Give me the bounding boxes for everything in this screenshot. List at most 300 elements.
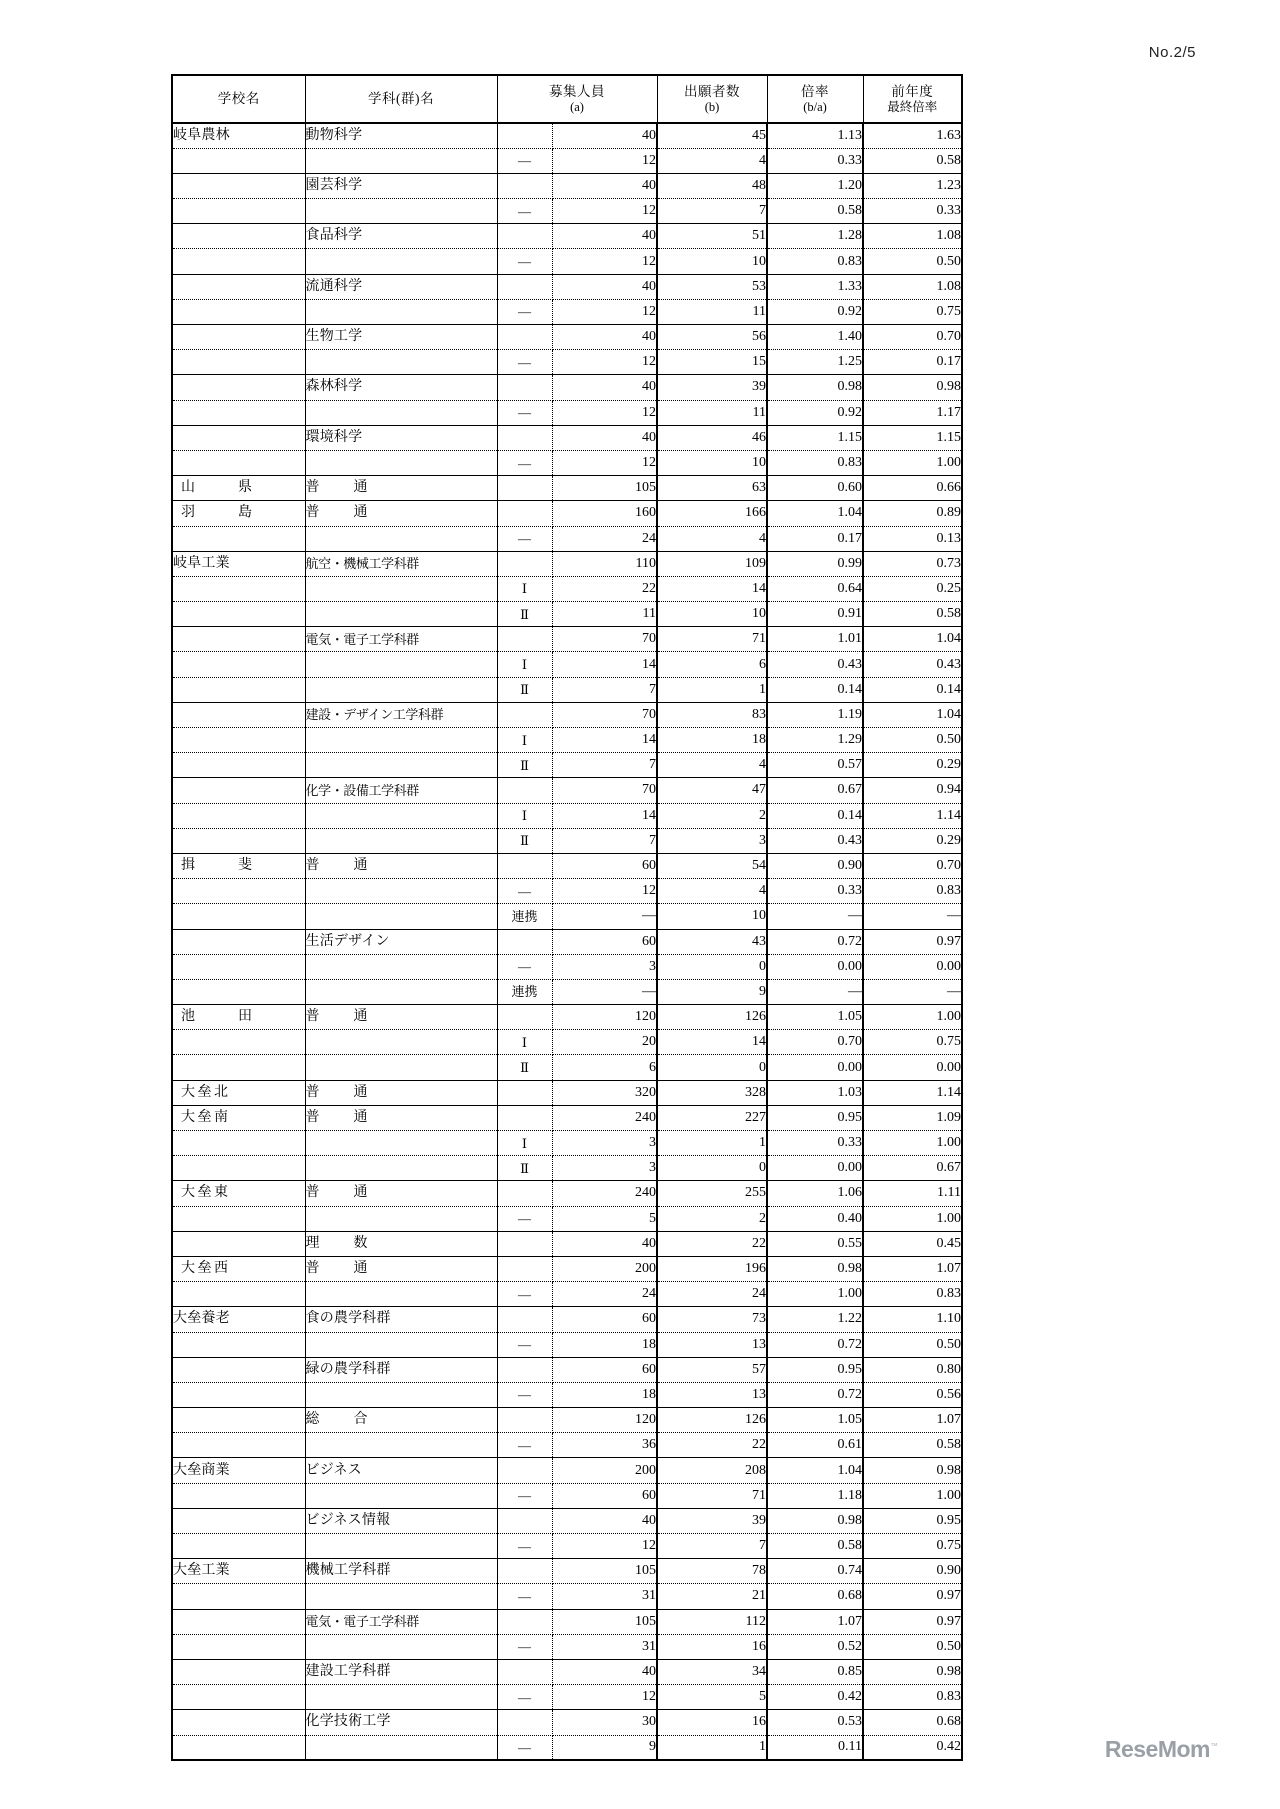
cell-selection-kind: ― <box>497 1584 552 1609</box>
cell-ratio: 1.01 <box>767 627 863 652</box>
cell-department <box>305 1534 497 1559</box>
cell-selection-kind: Ⅱ <box>497 1055 552 1080</box>
cell-school: 羽 島 <box>172 501 305 526</box>
cell-selection-kind <box>497 274 552 299</box>
cell-ratio: 0.72 <box>767 929 863 954</box>
cell-applicants: 34 <box>657 1659 767 1684</box>
cell-capacity: 40 <box>552 325 657 350</box>
cell-prev-ratio: 1.09 <box>863 1105 962 1130</box>
table-row <box>172 400 962 425</box>
cell-department <box>305 526 497 551</box>
cell-school <box>172 1030 305 1055</box>
cell-school <box>172 325 305 350</box>
admission-table-container <box>171 74 961 1761</box>
cell-ratio: 1.25 <box>767 350 863 375</box>
cell-school <box>172 1433 305 1458</box>
cell-prev-ratio: 0.14 <box>863 677 962 702</box>
cell-applicants: 39 <box>657 1508 767 1533</box>
cell-school <box>172 350 305 375</box>
cell-capacity: 18 <box>552 1332 657 1357</box>
cell-capacity: 31 <box>552 1584 657 1609</box>
cell-capacity: 40 <box>552 173 657 198</box>
cell-applicants: 328 <box>657 1080 767 1105</box>
cell-ratio: 0.74 <box>767 1559 863 1584</box>
cell-prev-ratio: 0.83 <box>863 1685 962 1710</box>
cell-ratio: 0.14 <box>767 803 863 828</box>
column-header-ratio-sub: (b/a) <box>803 99 827 114</box>
cell-selection-kind <box>497 929 552 954</box>
cell-department: 機械工学科群 <box>305 1559 497 1584</box>
cell-applicants: 51 <box>657 224 767 249</box>
cell-department <box>305 904 497 929</box>
cell-department: 建設工学科群 <box>305 1659 497 1684</box>
cell-selection-kind <box>497 1508 552 1533</box>
cell-capacity: 5 <box>552 1206 657 1231</box>
column-header-applicants-sub: (b) <box>704 99 720 114</box>
cell-selection-kind: Ⅰ <box>497 1131 552 1156</box>
cell-department <box>305 1030 497 1055</box>
cell-applicants: 255 <box>657 1181 767 1206</box>
cell-department <box>305 1735 497 1760</box>
cell-selection-kind <box>497 375 552 400</box>
cell-ratio: 0.83 <box>767 249 863 274</box>
cell-ratio: 0.17 <box>767 526 863 551</box>
cell-school <box>172 1634 305 1659</box>
cell-ratio: 1.03 <box>767 1080 863 1105</box>
cell-capacity: 12 <box>552 879 657 904</box>
table-row <box>172 1332 962 1357</box>
cell-applicants: 78 <box>657 1559 767 1584</box>
cell-applicants: 71 <box>657 1483 767 1508</box>
cell-ratio: 0.95 <box>767 1357 863 1382</box>
cell-prev-ratio: 0.43 <box>863 652 962 677</box>
cell-capacity: 70 <box>552 627 657 652</box>
table-row <box>172 1710 962 1735</box>
cell-capacity: 24 <box>552 1282 657 1307</box>
cell-department <box>305 753 497 778</box>
cell-ratio: 0.98 <box>767 1508 863 1533</box>
cell-selection-kind: ― <box>497 1382 552 1407</box>
table-row <box>172 702 962 727</box>
cell-ratio: 1.06 <box>767 1181 863 1206</box>
table-row <box>172 148 962 173</box>
cell-ratio: 1.28 <box>767 224 863 249</box>
cell-prev-ratio: 1.00 <box>863 1131 962 1156</box>
cell-capacity: ― <box>552 904 657 929</box>
cell-applicants: 16 <box>657 1710 767 1735</box>
table-row <box>172 929 962 954</box>
cell-capacity: 14 <box>552 728 657 753</box>
cell-school <box>172 299 305 324</box>
table-row <box>172 1659 962 1684</box>
cell-department <box>305 199 497 224</box>
cell-department <box>305 1131 497 1156</box>
cell-capacity: 14 <box>552 652 657 677</box>
cell-prev-ratio: 1.08 <box>863 274 962 299</box>
cell-department: 環境科学 <box>305 425 497 450</box>
cell-department: 電気・電子工学科群 <box>305 1609 497 1634</box>
cell-prev-ratio: 1.17 <box>863 400 962 425</box>
cell-applicants: 16 <box>657 1634 767 1659</box>
cell-department: 化学技術工学 <box>305 1710 497 1735</box>
cell-selection-kind: Ⅱ <box>497 677 552 702</box>
cell-capacity: 3 <box>552 1131 657 1156</box>
cell-school <box>172 1685 305 1710</box>
table-row <box>172 173 962 198</box>
table-row <box>172 350 962 375</box>
cell-ratio: 0.00 <box>767 954 863 979</box>
cell-department <box>305 602 497 627</box>
cell-applicants: 0 <box>657 954 767 979</box>
cell-prev-ratio: 0.50 <box>863 728 962 753</box>
cell-ratio: 1.04 <box>767 1458 863 1483</box>
cell-selection-kind: ― <box>497 199 552 224</box>
cell-selection-kind: ― <box>497 148 552 173</box>
cell-capacity: 18 <box>552 1382 657 1407</box>
cell-department <box>305 828 497 853</box>
cell-selection-kind: ― <box>497 954 552 979</box>
cell-applicants: 83 <box>657 702 767 727</box>
table-row <box>172 652 962 677</box>
cell-selection-kind: ― <box>497 1735 552 1760</box>
cell-school <box>172 929 305 954</box>
cell-selection-kind <box>497 123 552 148</box>
cell-department: 流通科学 <box>305 274 497 299</box>
cell-capacity: 12 <box>552 1534 657 1559</box>
cell-selection-kind <box>497 1080 552 1105</box>
cell-school <box>172 224 305 249</box>
cell-selection-kind: Ⅱ <box>497 1156 552 1181</box>
cell-ratio: 0.11 <box>767 1735 863 1760</box>
column-header-department-label: 学科(群)名 <box>368 91 434 107</box>
cell-prev-ratio: 0.75 <box>863 299 962 324</box>
table-row <box>172 1156 962 1181</box>
cell-department <box>305 1634 497 1659</box>
cell-department: 普 通 <box>305 1080 497 1105</box>
cell-ratio: 0.99 <box>767 551 863 576</box>
cell-capacity: 12 <box>552 400 657 425</box>
cell-applicants: 5 <box>657 1685 767 1710</box>
cell-ratio: 0.91 <box>767 602 863 627</box>
cell-selection-kind: ― <box>497 1685 552 1710</box>
cell-prev-ratio: 0.25 <box>863 576 962 601</box>
cell-applicants: 15 <box>657 350 767 375</box>
column-header-prev-ratio <box>863 75 962 123</box>
cell-school <box>172 828 305 853</box>
cell-ratio: 0.58 <box>767 199 863 224</box>
cell-capacity: 30 <box>552 1710 657 1735</box>
cell-applicants: 0 <box>657 1156 767 1181</box>
cell-prev-ratio: 0.42 <box>863 1735 962 1760</box>
cell-department <box>305 652 497 677</box>
cell-applicants: 10 <box>657 602 767 627</box>
cell-applicants: 4 <box>657 879 767 904</box>
cell-school <box>172 1332 305 1357</box>
cell-school <box>172 1231 305 1256</box>
column-header-department <box>305 75 497 123</box>
cell-capacity: 70 <box>552 702 657 727</box>
cell-prev-ratio: 0.70 <box>863 853 962 878</box>
cell-ratio: 0.92 <box>767 400 863 425</box>
cell-capacity: 105 <box>552 1609 657 1634</box>
cell-department: ビジネス情報 <box>305 1508 497 1533</box>
cell-ratio: 1.40 <box>767 325 863 350</box>
cell-selection-kind: ― <box>497 1332 552 1357</box>
cell-capacity: 60 <box>552 929 657 954</box>
cell-capacity: 40 <box>552 274 657 299</box>
cell-ratio: 1.29 <box>767 728 863 753</box>
cell-selection-kind <box>497 1458 552 1483</box>
table-row <box>172 526 962 551</box>
cell-capacity: 12 <box>552 350 657 375</box>
cell-department: 生活デザイン <box>305 929 497 954</box>
cell-ratio: 1.22 <box>767 1307 863 1332</box>
cell-school <box>172 1609 305 1634</box>
cell-prev-ratio: 0.75 <box>863 1030 962 1055</box>
cell-ratio: 1.20 <box>767 173 863 198</box>
cell-applicants: 4 <box>657 526 767 551</box>
cell-capacity: 40 <box>552 123 657 148</box>
cell-selection-kind: Ⅱ <box>497 753 552 778</box>
cell-school <box>172 526 305 551</box>
cell-school: 岐阜工業 <box>172 551 305 576</box>
table-row <box>172 1584 962 1609</box>
cell-capacity: 40 <box>552 425 657 450</box>
cell-department <box>305 1382 497 1407</box>
cell-ratio: 0.42 <box>767 1685 863 1710</box>
cell-selection-kind <box>497 1105 552 1130</box>
cell-prev-ratio: 1.23 <box>863 173 962 198</box>
cell-applicants: 208 <box>657 1458 767 1483</box>
cell-school <box>172 1483 305 1508</box>
cell-applicants: 13 <box>657 1332 767 1357</box>
cell-capacity: 40 <box>552 224 657 249</box>
cell-applicants: 7 <box>657 1534 767 1559</box>
cell-department: 航空・機械工学科群 <box>305 551 497 576</box>
cell-school <box>172 1534 305 1559</box>
cell-selection-kind: ― <box>497 879 552 904</box>
cell-applicants: 48 <box>657 173 767 198</box>
cell-department <box>305 1332 497 1357</box>
cell-applicants: 2 <box>657 1206 767 1231</box>
cell-ratio: 0.70 <box>767 1030 863 1055</box>
cell-prev-ratio: 0.94 <box>863 778 962 803</box>
cell-selection-kind <box>497 1559 552 1584</box>
cell-selection-kind <box>497 1256 552 1281</box>
cell-department: 普 通 <box>305 853 497 878</box>
cell-department <box>305 879 497 904</box>
cell-capacity: 60 <box>552 1307 657 1332</box>
cell-selection-kind <box>497 1357 552 1382</box>
cell-ratio: 1.19 <box>767 702 863 727</box>
table-row <box>172 979 962 1004</box>
cell-school <box>172 1735 305 1760</box>
cell-department <box>305 1282 497 1307</box>
cell-department <box>305 400 497 425</box>
cell-school <box>172 904 305 929</box>
cell-ratio: 0.72 <box>767 1332 863 1357</box>
cell-prev-ratio: 0.33 <box>863 199 962 224</box>
cell-prev-ratio: 0.97 <box>863 929 962 954</box>
cell-school <box>172 199 305 224</box>
cell-applicants: 10 <box>657 249 767 274</box>
cell-school <box>172 728 305 753</box>
column-header-prev-ratio-label: 前年度 <box>891 84 934 99</box>
cell-selection-kind <box>497 1307 552 1332</box>
cell-applicants: 112 <box>657 1609 767 1634</box>
cell-capacity: 7 <box>552 753 657 778</box>
cell-ratio: 0.72 <box>767 1382 863 1407</box>
cell-school: 大垒東 <box>172 1181 305 1206</box>
cell-prev-ratio: 0.56 <box>863 1382 962 1407</box>
cell-department <box>305 979 497 1004</box>
cell-selection-kind: ― <box>497 1206 552 1231</box>
cell-ratio: 0.00 <box>767 1055 863 1080</box>
cell-selection-kind: ― <box>497 526 552 551</box>
table-row <box>172 1256 962 1281</box>
cell-school <box>172 677 305 702</box>
cell-school <box>172 1282 305 1307</box>
cell-applicants: 6 <box>657 652 767 677</box>
cell-applicants: 1 <box>657 1131 767 1156</box>
column-header-ratio <box>767 75 863 123</box>
cell-school <box>172 753 305 778</box>
cell-applicants: 22 <box>657 1433 767 1458</box>
cell-selection-kind <box>497 501 552 526</box>
table-row <box>172 1534 962 1559</box>
cell-department <box>305 299 497 324</box>
cell-department <box>305 1685 497 1710</box>
cell-department: 動物科学 <box>305 123 497 148</box>
cell-selection-kind <box>497 224 552 249</box>
cell-applicants: 53 <box>657 274 767 299</box>
cell-applicants: 22 <box>657 1231 767 1256</box>
cell-department: 普 通 <box>305 476 497 501</box>
cell-school <box>172 1408 305 1433</box>
table-row <box>172 1685 962 1710</box>
cell-department <box>305 350 497 375</box>
cell-school <box>172 148 305 173</box>
cell-ratio: ― <box>767 904 863 929</box>
table-row <box>172 954 962 979</box>
cell-selection-kind: ― <box>497 1282 552 1307</box>
cell-applicants: 47 <box>657 778 767 803</box>
cell-school: 大垒西 <box>172 1256 305 1281</box>
cell-selection-kind: Ⅰ <box>497 1030 552 1055</box>
cell-capacity: 60 <box>552 1483 657 1508</box>
cell-capacity: 31 <box>552 1634 657 1659</box>
cell-selection-kind: ― <box>497 1634 552 1659</box>
cell-selection-kind: ― <box>497 249 552 274</box>
cell-capacity: 200 <box>552 1458 657 1483</box>
cell-ratio: 0.53 <box>767 1710 863 1735</box>
cell-selection-kind: ― <box>497 299 552 324</box>
cell-department: 食の農学科群 <box>305 1307 497 1332</box>
cell-selection-kind <box>497 476 552 501</box>
cell-department <box>305 450 497 475</box>
cell-department <box>305 576 497 601</box>
cell-applicants: 227 <box>657 1105 767 1130</box>
cell-school <box>172 274 305 299</box>
table-row <box>172 1131 962 1156</box>
cell-selection-kind: ― <box>497 1483 552 1508</box>
table-row <box>172 123 962 148</box>
cell-prev-ratio: 1.00 <box>863 1483 962 1508</box>
table-row <box>172 803 962 828</box>
cell-ratio: 0.43 <box>767 828 863 853</box>
table-row <box>172 501 962 526</box>
cell-department: 電気・電子工学科群 <box>305 627 497 652</box>
cell-school <box>172 576 305 601</box>
cell-prev-ratio: 0.80 <box>863 1357 962 1382</box>
table-row <box>172 1458 962 1483</box>
cell-ratio: 1.05 <box>767 1005 863 1030</box>
cell-ratio: 0.33 <box>767 148 863 173</box>
cell-capacity: 105 <box>552 476 657 501</box>
cell-department: 普 通 <box>305 1005 497 1030</box>
column-header-capacity-label: 募集人員 <box>549 84 605 99</box>
cell-capacity: 36 <box>552 1433 657 1458</box>
cell-prev-ratio: 1.07 <box>863 1408 962 1433</box>
cell-prev-ratio: 0.70 <box>863 325 962 350</box>
cell-applicants: 2 <box>657 803 767 828</box>
cell-prev-ratio: 0.58 <box>863 1433 962 1458</box>
cell-capacity: 40 <box>552 375 657 400</box>
cell-applicants: 73 <box>657 1307 767 1332</box>
table-row <box>172 778 962 803</box>
cell-ratio: 0.33 <box>767 1131 863 1156</box>
cell-department: 普 通 <box>305 1181 497 1206</box>
cell-capacity: 11 <box>552 602 657 627</box>
cell-applicants: 126 <box>657 1408 767 1433</box>
cell-applicants: 11 <box>657 400 767 425</box>
cell-ratio: 0.14 <box>767 677 863 702</box>
cell-capacity: 60 <box>552 853 657 878</box>
cell-applicants: 11 <box>657 299 767 324</box>
cell-ratio: 0.55 <box>767 1231 863 1256</box>
cell-school: 大垒北 <box>172 1080 305 1105</box>
cell-applicants: 46 <box>657 425 767 450</box>
cell-school <box>172 1357 305 1382</box>
table-body <box>172 123 962 1760</box>
cell-selection-kind <box>497 702 552 727</box>
cell-prev-ratio: 1.15 <box>863 425 962 450</box>
cell-prev-ratio: 1.00 <box>863 1206 962 1231</box>
cell-applicants: 24 <box>657 1282 767 1307</box>
cell-ratio: 0.92 <box>767 299 863 324</box>
cell-department <box>305 803 497 828</box>
cell-ratio: 1.33 <box>767 274 863 299</box>
cell-ratio: 0.43 <box>767 652 863 677</box>
table-row <box>172 1206 962 1231</box>
cell-selection-kind <box>497 425 552 450</box>
table-row <box>172 1231 962 1256</box>
cell-prev-ratio: 0.83 <box>863 879 962 904</box>
cell-prev-ratio: 0.17 <box>863 350 962 375</box>
cell-applicants: 166 <box>657 501 767 526</box>
cell-ratio: 1.07 <box>767 1609 863 1634</box>
cell-prev-ratio: 1.08 <box>863 224 962 249</box>
cell-school: 揖 斐 <box>172 853 305 878</box>
cell-prev-ratio: 0.50 <box>863 249 962 274</box>
cell-school <box>172 450 305 475</box>
table-row <box>172 249 962 274</box>
table-row <box>172 728 962 753</box>
cell-prev-ratio: 0.67 <box>863 1156 962 1181</box>
table-row <box>172 1483 962 1508</box>
cell-school <box>172 652 305 677</box>
cell-selection-kind <box>497 627 552 652</box>
